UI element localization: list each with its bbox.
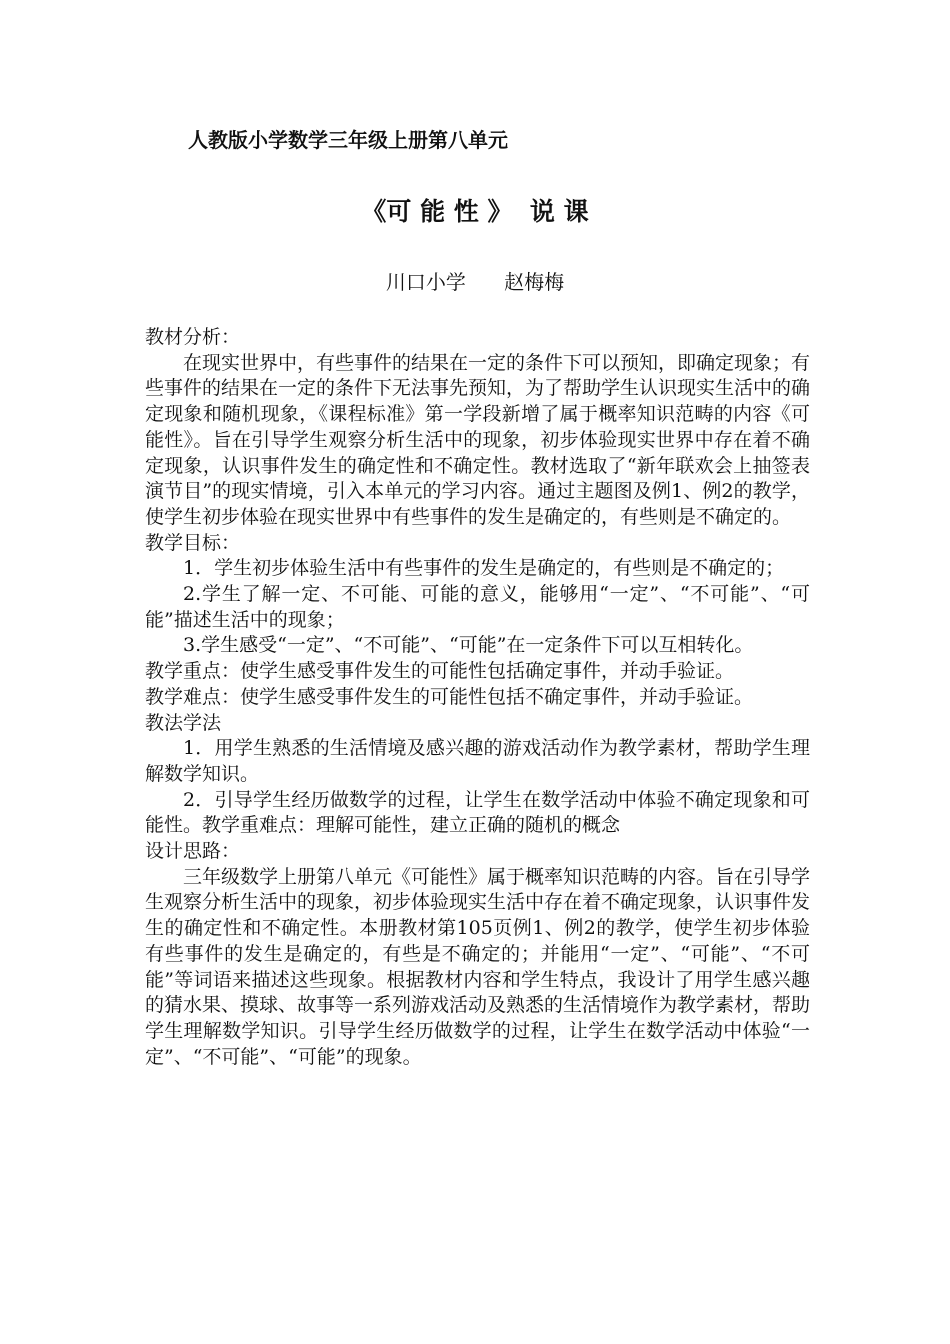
document-header: 人教版小学数学三年级上册第八单元: [188, 128, 508, 152]
design-paragraph: 三年级数学上册第八单元《可能性》属于概率知识范畴的内容。旨在引导学生观察分析生活中的现象，初步体验现实生活中存在着不确定现象，认识事件发生的确定性和不确定性。本册教材第105页例1、例2的教学，使学生初步体验有些事件的发生是确定的，有些是不确定的；并能用“一定”、“可能”、“不可能”等词语来描述这些现象。根据教材内容和学生特点，我设计了用学生感兴趣的猜水果、摸球、故事等一系列游戏活动及熟悉的生活情境作为教学素材，帮助学生理解数学知识。引导学生经历做数学的过程，让学生在数学活动中体验“一定”、“不可能”、“可能”的现象。: [145, 865, 811, 1068]
author-line: 川口小学 赵梅梅: [385, 270, 565, 294]
goal-item-3: 3.学生感受“一定”、“不可能”、“可能”在一定条件下可以互相转化。: [183, 634, 754, 657]
material-paragraph: 在现实世界中，有些事件的结果在一定的条件下可以预知，即确定现象；有些事件的结果在一定的条件下无法事先预知，为了帮助学生认识现实生活中的确定现象和随机现象，《课程标准》第一学段新增了属于概率知识范畴的内容《可能性》。旨在引导学生观察分析生活中的现象，初步体验现实世界中存在着不确定现象，认识事件发生的确定性和不确定性。教材选取了“新年联欢会上抽签表演节目”的现实情境，引入本单元的学习内容。通过主题图及例1、例2的教学，使学生初步体验在现实世界中有些事件的发生是确定的，有些则是不确定的。: [145, 351, 811, 528]
section-heading-goals: 教学目标：: [145, 531, 241, 554]
section-heading-design: 设计思路：: [145, 840, 241, 863]
goal-item-2: 2.学生了解一定、不可能、可能的意义，能够用“一定”、“不可能”、“可能”描述生活中的现象；: [145, 583, 810, 631]
document-body: [145, 325, 810, 1070]
section-heading-material: 教材分析：: [145, 326, 241, 348]
difficulty-point: 教学难点：使学生感受事件发生的可能性包括不确定事件，并动手验证。: [145, 685, 754, 708]
section-heading-methods: 教法学法: [145, 711, 222, 734]
method-item-2: 2．引导学生经历做数学的过程，让学生在数学活动中体验不确定现象和可能性。教学重难点：理解可能性，建立正确的随机的概念: [145, 788, 810, 837]
document-title: 《可 能 性 》 说 课: [361, 197, 589, 226]
method-item-1: 1．用学生熟悉的生活情境及感兴趣的游戏活动作为教学素材，帮助学生理解数学知识。: [145, 737, 810, 785]
goal-item-1: 1．学生初步体验生活中有些事件的发生是确定的，有些则是不确定的；: [183, 557, 785, 580]
key-point: 教学重点：使学生感受事件发生的可能性包括确定事件，并动手验证。: [145, 660, 735, 683]
